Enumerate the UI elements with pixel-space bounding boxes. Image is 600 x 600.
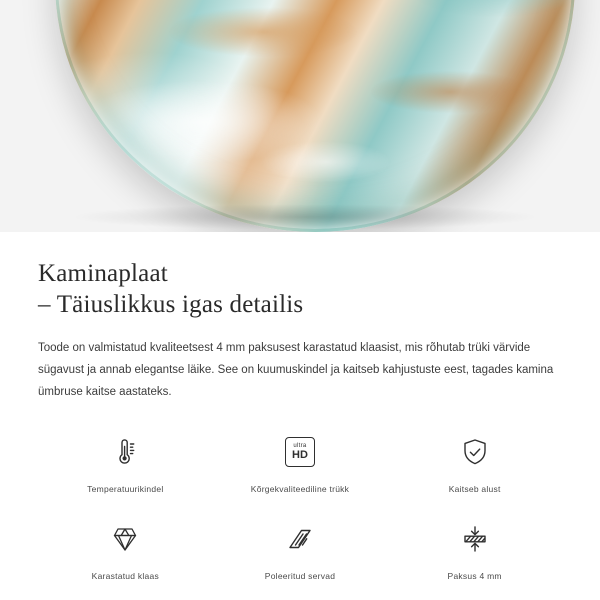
hero-image [0,0,600,232]
title-line-1: Kaminaplaat [38,260,168,287]
feature-item-tempered-glass [38,516,213,581]
badge-top-text: ultra [293,443,307,449]
ultra-hd-badge-icon [277,429,323,475]
feature-label: Temperatuurikindel [87,484,164,494]
feature-label: Kaitseb alust [448,484,501,494]
product-description: Toode on valmistatud kvaliteetsest 4 mm paksusest karastatud klaasist, mis rõhutab trüki värvide sügavust ja annab elegantse läike. See on kuumuskindel ja kaitseb kahjustuste eest, tagades kamina ümbruse kaitse aastateks. [38,342,554,398]
feature-item-protects-surface [387,429,562,494]
badge-bottom-text: HD [292,449,308,461]
glass-plate-image [55,0,575,232]
feature-item-high-quality-print [213,429,388,494]
content-section [0,232,600,581]
feature-label: Kõrgekvaliteediline trükk [250,484,350,494]
shield-check-icon [452,429,498,475]
feature-label: Poleeritud servad [264,571,336,581]
feature-item-thickness [387,516,562,581]
diamond-icon [102,516,148,562]
plate-drop-shadow [70,204,540,230]
feature-label: Karastatud klaas [91,571,159,581]
title-line-2: – Täiuslikkus igas detailis [38,291,304,318]
thermometer-icon [102,429,148,475]
polished-edges-icon [277,516,323,562]
feature-grid [38,429,562,581]
feature-item-polished-edges [213,516,388,581]
thickness-arrows-icon [452,516,498,562]
feature-item-temperature-resistant [38,429,213,494]
page-title [38,258,562,320]
feature-label: Paksus 4 mm [447,571,502,581]
